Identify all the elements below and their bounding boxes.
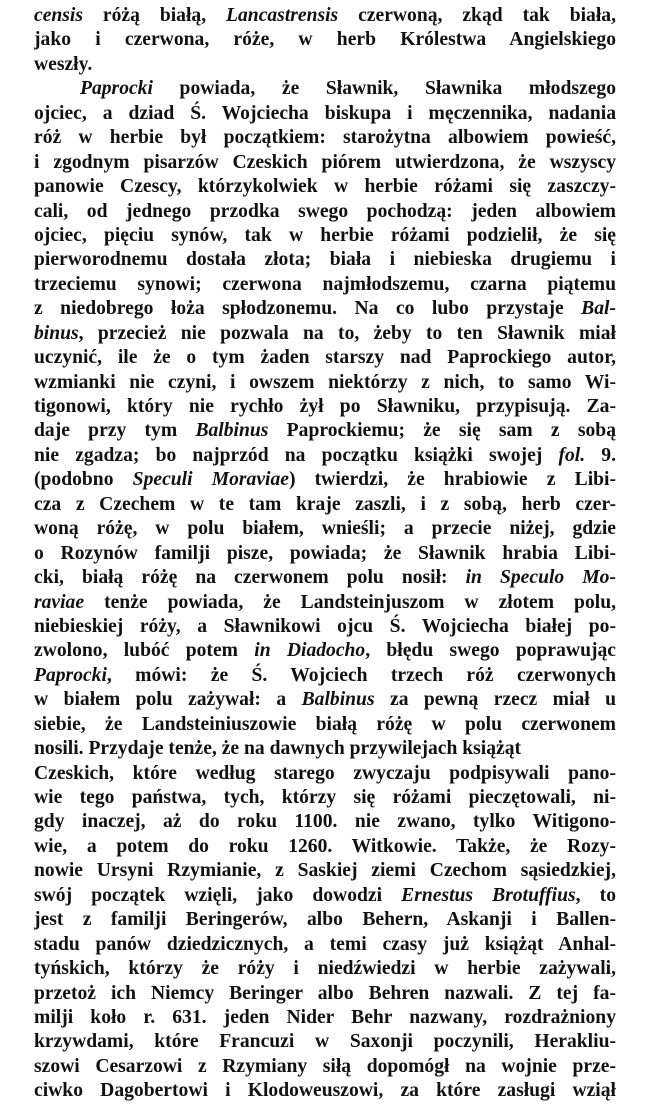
- text-line: [34, 297, 616, 321]
- text-segment: wie tego państwa, tych, którzy się różami pieczętowali, ni-: [34, 787, 616, 808]
- text-line: [34, 566, 616, 590]
- text-segment: tigonowi, który nie rychło żył po Sławniku, przypisują. Za-: [34, 396, 616, 417]
- text-line: [34, 713, 616, 737]
- text-line: [34, 248, 616, 272]
- text-segment: panowie Czescy, którzykolwiek w herbie różami się zaszczy-: [34, 176, 616, 198]
- text-segment: zwolono, lubóć potem: [34, 640, 255, 662]
- text-segment: jako i czerwona, róże, w herb Królestwa Angielskiego: [34, 29, 616, 51]
- text-segment: w białem polu zażywał: a: [34, 689, 302, 711]
- text-line: [34, 273, 616, 297]
- text-line: [34, 933, 616, 957]
- italic-text: Balbinus: [195, 420, 269, 442]
- text-segment: tenże powiada, że Landsteinjuszom w złotem polu,: [84, 591, 616, 613]
- italic-text: in Diadocho: [254, 640, 366, 662]
- text-segment: Czeskich, które według starego zwyczaju podpisywali pano-: [34, 762, 616, 784]
- text-segment: ciwko Dagobertowi i Klodoweuszowi, za które zasługi wziął: [34, 1080, 616, 1102]
- text-line: [34, 493, 616, 517]
- text-segment: swój początek wzięli, jako dowodzi: [34, 884, 402, 906]
- text-segment: nosili. Przydaje tenże, że na dawnych przywilejach książąt: [34, 738, 522, 760]
- text-segment: wie, a potem do roku 1260. Witkowie. Także, że Rozy-: [34, 835, 616, 857]
- text-line: [34, 1006, 616, 1030]
- text-line: [34, 835, 616, 859]
- text-segment: (podobno: [34, 469, 133, 491]
- text-segment: jest z familji Beringerów, albo Behern, Askanji i Ballen-: [34, 909, 616, 931]
- italic-text: raviae: [34, 591, 85, 613]
- text-line: [34, 908, 616, 932]
- text-line: [34, 517, 616, 541]
- text-segment: siebie, że Landsteiniuszowie białą różę w polu czerwonem: [34, 713, 616, 735]
- text-line: [34, 28, 616, 52]
- text-segment: pierworodnemu dostała złota; biała i niebieska drugiemu i: [34, 249, 616, 271]
- text-segment: , to: [575, 884, 616, 906]
- italic-text: fol.: [558, 444, 586, 466]
- text-segment: trzeciemu synowi; czerwona najmłodszemu, czarna piątemu: [34, 273, 616, 295]
- italic-text: censis: [34, 5, 83, 26]
- text-segment: , mówi: że Ś. Wojciech trzech róż czerwonych: [106, 664, 616, 686]
- text-segment: woną różę, w polu białem, wnieśli; a przecie niżej, gdzie: [34, 518, 616, 540]
- text-line: [34, 982, 616, 1006]
- text-segment: niebieskiej róży, a Sławnikowi ojcu Ś. Wojciecha białej po-: [34, 615, 616, 637]
- text-line: [34, 175, 616, 199]
- text-line: [34, 1030, 616, 1054]
- text-line: [34, 395, 616, 419]
- text-segment: daje przy tym: [34, 420, 196, 442]
- text-line: [34, 688, 616, 712]
- text-segment: gdy inaczej, aż do roku 1100. nie zwano, tylko Witigono-: [34, 811, 616, 833]
- text-line: [34, 542, 616, 566]
- text-segment: o Rozynów familji pisze, powiada; że Sławnik hrabia Libi-: [34, 542, 616, 564]
- text-line: [34, 322, 616, 346]
- text-line: [34, 810, 616, 834]
- text-line: [34, 102, 616, 126]
- text-line: [34, 4, 616, 28]
- text-line: [34, 591, 616, 615]
- text-segment: i zgodnym pisarzów Czeskich piórem utwierdzona, że wszyscy: [34, 151, 616, 173]
- text-segment: Paprockiemu; że się sam z sobą: [268, 420, 616, 442]
- text-segment: za pewną rzecz miał u: [374, 689, 616, 711]
- text-line: [34, 1055, 616, 1079]
- text-line: [34, 224, 616, 248]
- italic-text: Balbinus: [301, 689, 375, 711]
- text-line: [34, 859, 616, 883]
- italic-text: Ernestus Brotuffius: [401, 884, 576, 906]
- text-line: [34, 957, 616, 981]
- text-line: [34, 762, 616, 786]
- text-segment: stadu panów dziedzicznych, a temi czasy już książąt Anhal-: [34, 933, 616, 955]
- italic-text: Speculi Moraviae: [132, 469, 289, 491]
- text-segment: cali, od jednego przodka swego pochodzą: jeden albowiem: [34, 200, 616, 222]
- text-line: [34, 468, 616, 492]
- italic-text: Paprocki: [34, 664, 107, 686]
- page-text: [34, 4, 616, 1104]
- text-segment: powiada, że Sławnik, Sławnika młodszego: [152, 78, 616, 100]
- italic-text: Paprocki: [80, 78, 153, 100]
- italic-text: binus: [34, 322, 79, 344]
- text-line: [34, 346, 616, 370]
- text-segment: nowie Ursyni Rzymianie, z Saskiej ziemi Czechom sąsiedzkiej,: [34, 860, 616, 882]
- italic-text: Lancastrensis: [226, 5, 339, 26]
- text-line: [34, 77, 616, 101]
- text-line: [34, 151, 616, 175]
- italic-text: in Speculo Mo-: [465, 567, 617, 589]
- text-line: [34, 126, 616, 150]
- text-segment: róż w herbie był początkiem: starożytna albowiem powieść,: [34, 127, 616, 149]
- text-segment: 9.: [585, 444, 616, 466]
- text-line: [34, 1079, 616, 1103]
- text-line: [34, 53, 616, 77]
- text-segment: ) twierdzi, że hrabiowie z Libi-: [288, 469, 617, 491]
- text-line: [34, 444, 616, 468]
- text-line: [34, 639, 616, 663]
- text-line: [34, 664, 616, 688]
- text-segment: tyńskich, którzy że róży i niedźwiedzi w herbie zażywali,: [34, 958, 616, 980]
- text-segment: , przecież nie pozwala na to, żeby to ten Sławnik miał: [78, 322, 616, 344]
- text-segment: cki, białą różę na czerwonem polu nosił:: [34, 567, 466, 589]
- text-segment: wzmianki nie czyni, i owszem niektórzy z nich, to samo Wi-: [34, 371, 616, 393]
- text-segment: cza z Czechem w te tam kraje zaszli, i z sobą, herb czer-: [34, 493, 616, 515]
- text-line: [34, 884, 616, 908]
- text-segment: milji koło r. 631. jeden Nider Behr nazwany, rozdrażniony: [34, 1006, 616, 1028]
- text-segment: przetoż ich Niemcy Beringer albo Behren nazwali. Z tej fa-: [34, 982, 616, 1004]
- text-line: [34, 371, 616, 395]
- text-segment: z niedobrego łoża spłodzonemu. Na co lubo przystaje: [34, 298, 582, 320]
- text-line: [34, 786, 616, 810]
- text-segment: krzywdami, które Francuzi w Saxonji poczynili, Herakliu-: [34, 1031, 616, 1053]
- text-segment: ojciec, pięciu synów, tak w herbie różami podzielił, że się: [34, 224, 616, 246]
- text-segment: uczynić, ile że o tym żaden starszy nad Paprockiego autor,: [34, 347, 616, 369]
- text-segment: nie zgadza; bo najprzód na początku książki swojej: [34, 444, 559, 466]
- text-segment: weszły.: [34, 53, 93, 75]
- italic-text: Bal-: [581, 298, 616, 320]
- text-segment: różą białą,: [82, 5, 227, 26]
- text-line: [34, 737, 616, 761]
- text-segment: , błędu swego poprawując: [365, 640, 616, 662]
- text-segment: ojciec, a dziad Ś. Wojciecha biskupa i męczennika, nadania: [34, 102, 616, 124]
- text-line: [34, 200, 616, 224]
- text-line: [34, 615, 616, 639]
- text-line: [34, 419, 616, 443]
- text-segment: szowi Cesarzowi z Rzymiany siłą dopomógł na wojnie prze-: [34, 1055, 616, 1077]
- text-segment: czerwoną, zkąd tak biała,: [338, 5, 616, 26]
